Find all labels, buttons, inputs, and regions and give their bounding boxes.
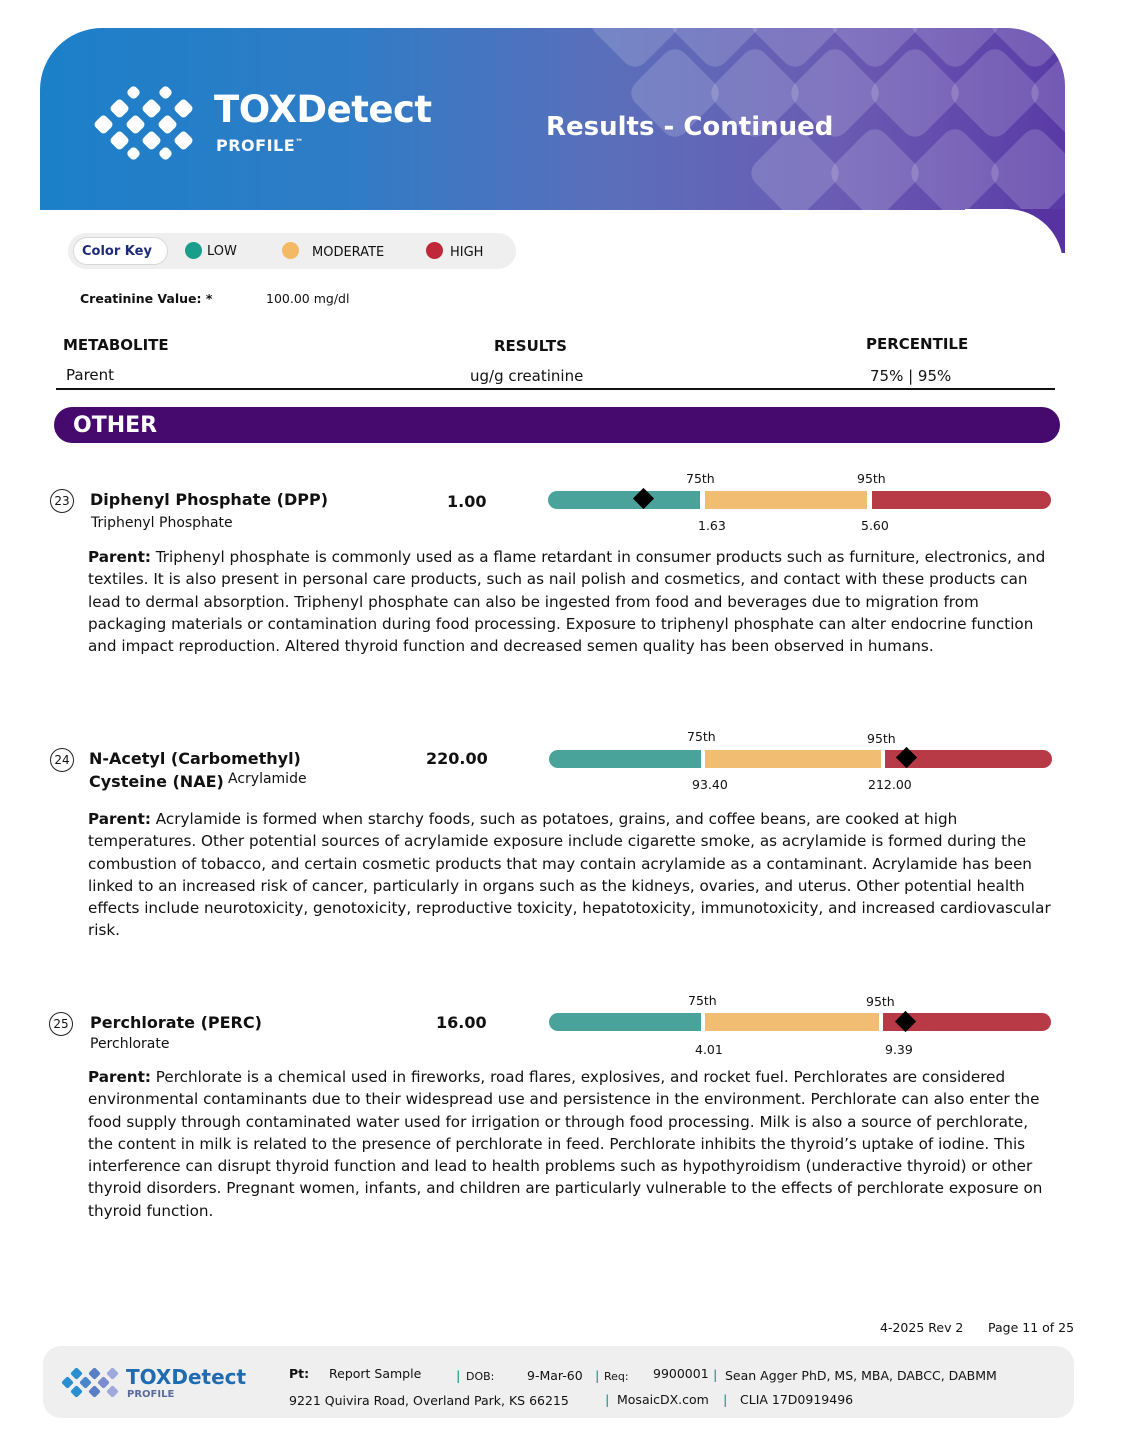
high-dot-icon: [426, 242, 443, 259]
metabolite-description: Parent: Acrylamide is formed when starchy foods, such as potatoes, grains, and coffee beans, are cooked at high temperatures. Other potential sources of acrylamide exposure include cigarette smoke, as acrylamide is formed during the combustion of tobacco, and certain cosmetic products that may contain acrylamide as a contaminant. Acrylamide has been linked to an increased risk of cancer, particularly in organs such as the kidneys, ovaries, and uterus. Other potential health effects include neurotoxicity, genotoxicity, reproductive toxicity, hepatotoxicity, immunotoxicity, and increased cardiovascular risk.: [88, 810, 1051, 940]
creatinine-value: 100.00 mg/dl: [266, 291, 350, 306]
metabolite-number: 24: [50, 748, 74, 772]
units-subheader: ug/g creatinine: [470, 367, 584, 385]
moderate-dot-icon: [282, 242, 299, 259]
footer-separator: |: [456, 1368, 461, 1383]
clia-number: CLIA 17D0919496: [740, 1392, 854, 1407]
dob-label: DOB:: [466, 1370, 495, 1383]
color-key-moderate: MODERATE: [312, 245, 385, 260]
metabolite-result: 16.00: [436, 1013, 487, 1032]
metabolite-name-line2: Cysteine (NAE): [89, 772, 224, 791]
metabolite-parent: Triphenyl Phosphate: [91, 515, 233, 531]
p95-label: 95th: [866, 994, 895, 1009]
p95-value: 5.60: [861, 518, 889, 533]
creatinine-label: Creatinine Value: *: [80, 291, 213, 306]
moderate-range-bar: [705, 1013, 879, 1031]
header-divider: [56, 388, 1055, 390]
patient-label: Pt:: [289, 1366, 310, 1381]
dob-value: 9-Mar-60: [527, 1368, 583, 1383]
metabolite-result: 220.00: [426, 749, 488, 768]
metabolite-name-line1: N-Acetyl (Carbomethyl): [89, 749, 301, 768]
low-range-bar: [549, 1013, 701, 1031]
moderate-range-bar: [705, 491, 867, 509]
report-footer: [43, 1346, 1074, 1418]
color-key-high: HIGH: [450, 245, 484, 260]
p75-value: 1.63: [698, 518, 726, 533]
low-range-bar: [549, 750, 701, 768]
section-title: OTHER: [73, 413, 158, 438]
brand-name: TOXDetect: [214, 88, 432, 131]
percentile-header: PERCENTILE: [866, 335, 969, 353]
p95-value: 9.39: [885, 1042, 913, 1057]
page-title: Results - Continued: [546, 112, 834, 142]
low-range-bar: [548, 491, 700, 509]
metabolite-number: 23: [50, 489, 74, 513]
footer-brand-name: TOXDetect: [126, 1365, 247, 1389]
color-key-low: LOW: [207, 244, 237, 259]
color-key-label: Color Key: [82, 244, 152, 259]
p75-label: 75th: [688, 993, 717, 1008]
footer-separator: |: [595, 1368, 600, 1383]
p95-value: 212.00: [868, 777, 912, 792]
patient-value: Report Sample: [329, 1366, 422, 1381]
footer-logo-icon: [61, 1366, 121, 1400]
metabolite-number: 25: [49, 1012, 73, 1036]
moderate-range-bar: [705, 750, 881, 768]
metabolite-result: 1.00: [447, 492, 487, 511]
footer-brand-sub: PROFILE: [127, 1389, 175, 1400]
low-dot-icon: [185, 242, 202, 259]
metabolite-name: Diphenyl Phosphate (DPP): [90, 490, 329, 509]
footer-separator: |: [605, 1392, 610, 1407]
header-corner: [965, 209, 1065, 253]
address: 9221 Quivira Road, Overland Park, KS 66215: [289, 1393, 569, 1408]
p75-label: 75th: [687, 729, 716, 744]
brand-logo-icon: [92, 92, 207, 156]
section-bar: [54, 407, 1060, 443]
color-key: [68, 233, 516, 269]
director-name: Sean Agger PhD, MS, MBA, DABCC, DABMM: [725, 1368, 997, 1383]
website-link[interactable]: MosaicDX.com: [617, 1392, 709, 1407]
req-label: Req:: [604, 1370, 629, 1383]
metabolite-description: Parent: Triphenyl phosphate is commonly used as a flame retardant in consumer products such as furniture, electronics, and textiles. It is also present in personal care products, such as nail polish and cosmetics, and contact with these products can lead to dermal absorption. Triphenyl phosphate can also be ingested from food and beverages due to migration from packaging materials or contamination during food processing. Exposure to triphenyl phosphate can alter endocrine function and impact reproduction. Altered thyroid function and decreased semen quality has been observed in humans.: [88, 548, 1046, 656]
metabolite-header: METABOLITE: [63, 336, 169, 354]
metabolite-description: Parent: Perchlorate is a chemical used in fireworks, road flares, explosives, and rocket fuel. Perchlorates are considered environmental contaminants due to their widespread use and persistence in the environment. Perchlorate can also enter the food supply through contaminated water used for irrigation or through food processing. Milk is also a source of perchlorate, the content in milk is related to the presence of perchlorate in feed. Perchlorate inhibits the thyroid’s uptake of iodine. This interference can disrupt thyroid function and lead to health problems such as hypothyroidism (underactive thyroid) or other thyroid disorders. Pregnant women, infants, and children are particularly vulnerable to the effects of perchlorate exposure on thyroid function.: [88, 1068, 1043, 1220]
p95-label: 95th: [857, 471, 886, 486]
req-value: 9900001: [653, 1366, 709, 1381]
revision-label: 4-2025 Rev 2: [880, 1320, 964, 1335]
metabolite-parent: Acrylamide: [228, 771, 307, 787]
high-range-bar: [872, 491, 1051, 509]
footer-separator: |: [713, 1367, 718, 1382]
p95-label: 95th: [867, 731, 896, 746]
percentile-subheader: 75% | 95%: [870, 367, 952, 385]
p75-value: 93.40: [692, 777, 728, 792]
p75-label: 75th: [686, 471, 715, 486]
results-header: RESULTS: [494, 337, 567, 355]
footer-separator: |: [723, 1392, 728, 1407]
parent-subheader: Parent: [66, 366, 115, 384]
p75-value: 4.01: [695, 1042, 723, 1057]
metabolite-parent: Perchlorate: [90, 1036, 170, 1052]
brand-subtitle: PROFILE™: [216, 136, 304, 155]
page-number: Page 11 of 25: [988, 1320, 1075, 1335]
metabolite-name: Perchlorate (PERC): [90, 1013, 262, 1032]
